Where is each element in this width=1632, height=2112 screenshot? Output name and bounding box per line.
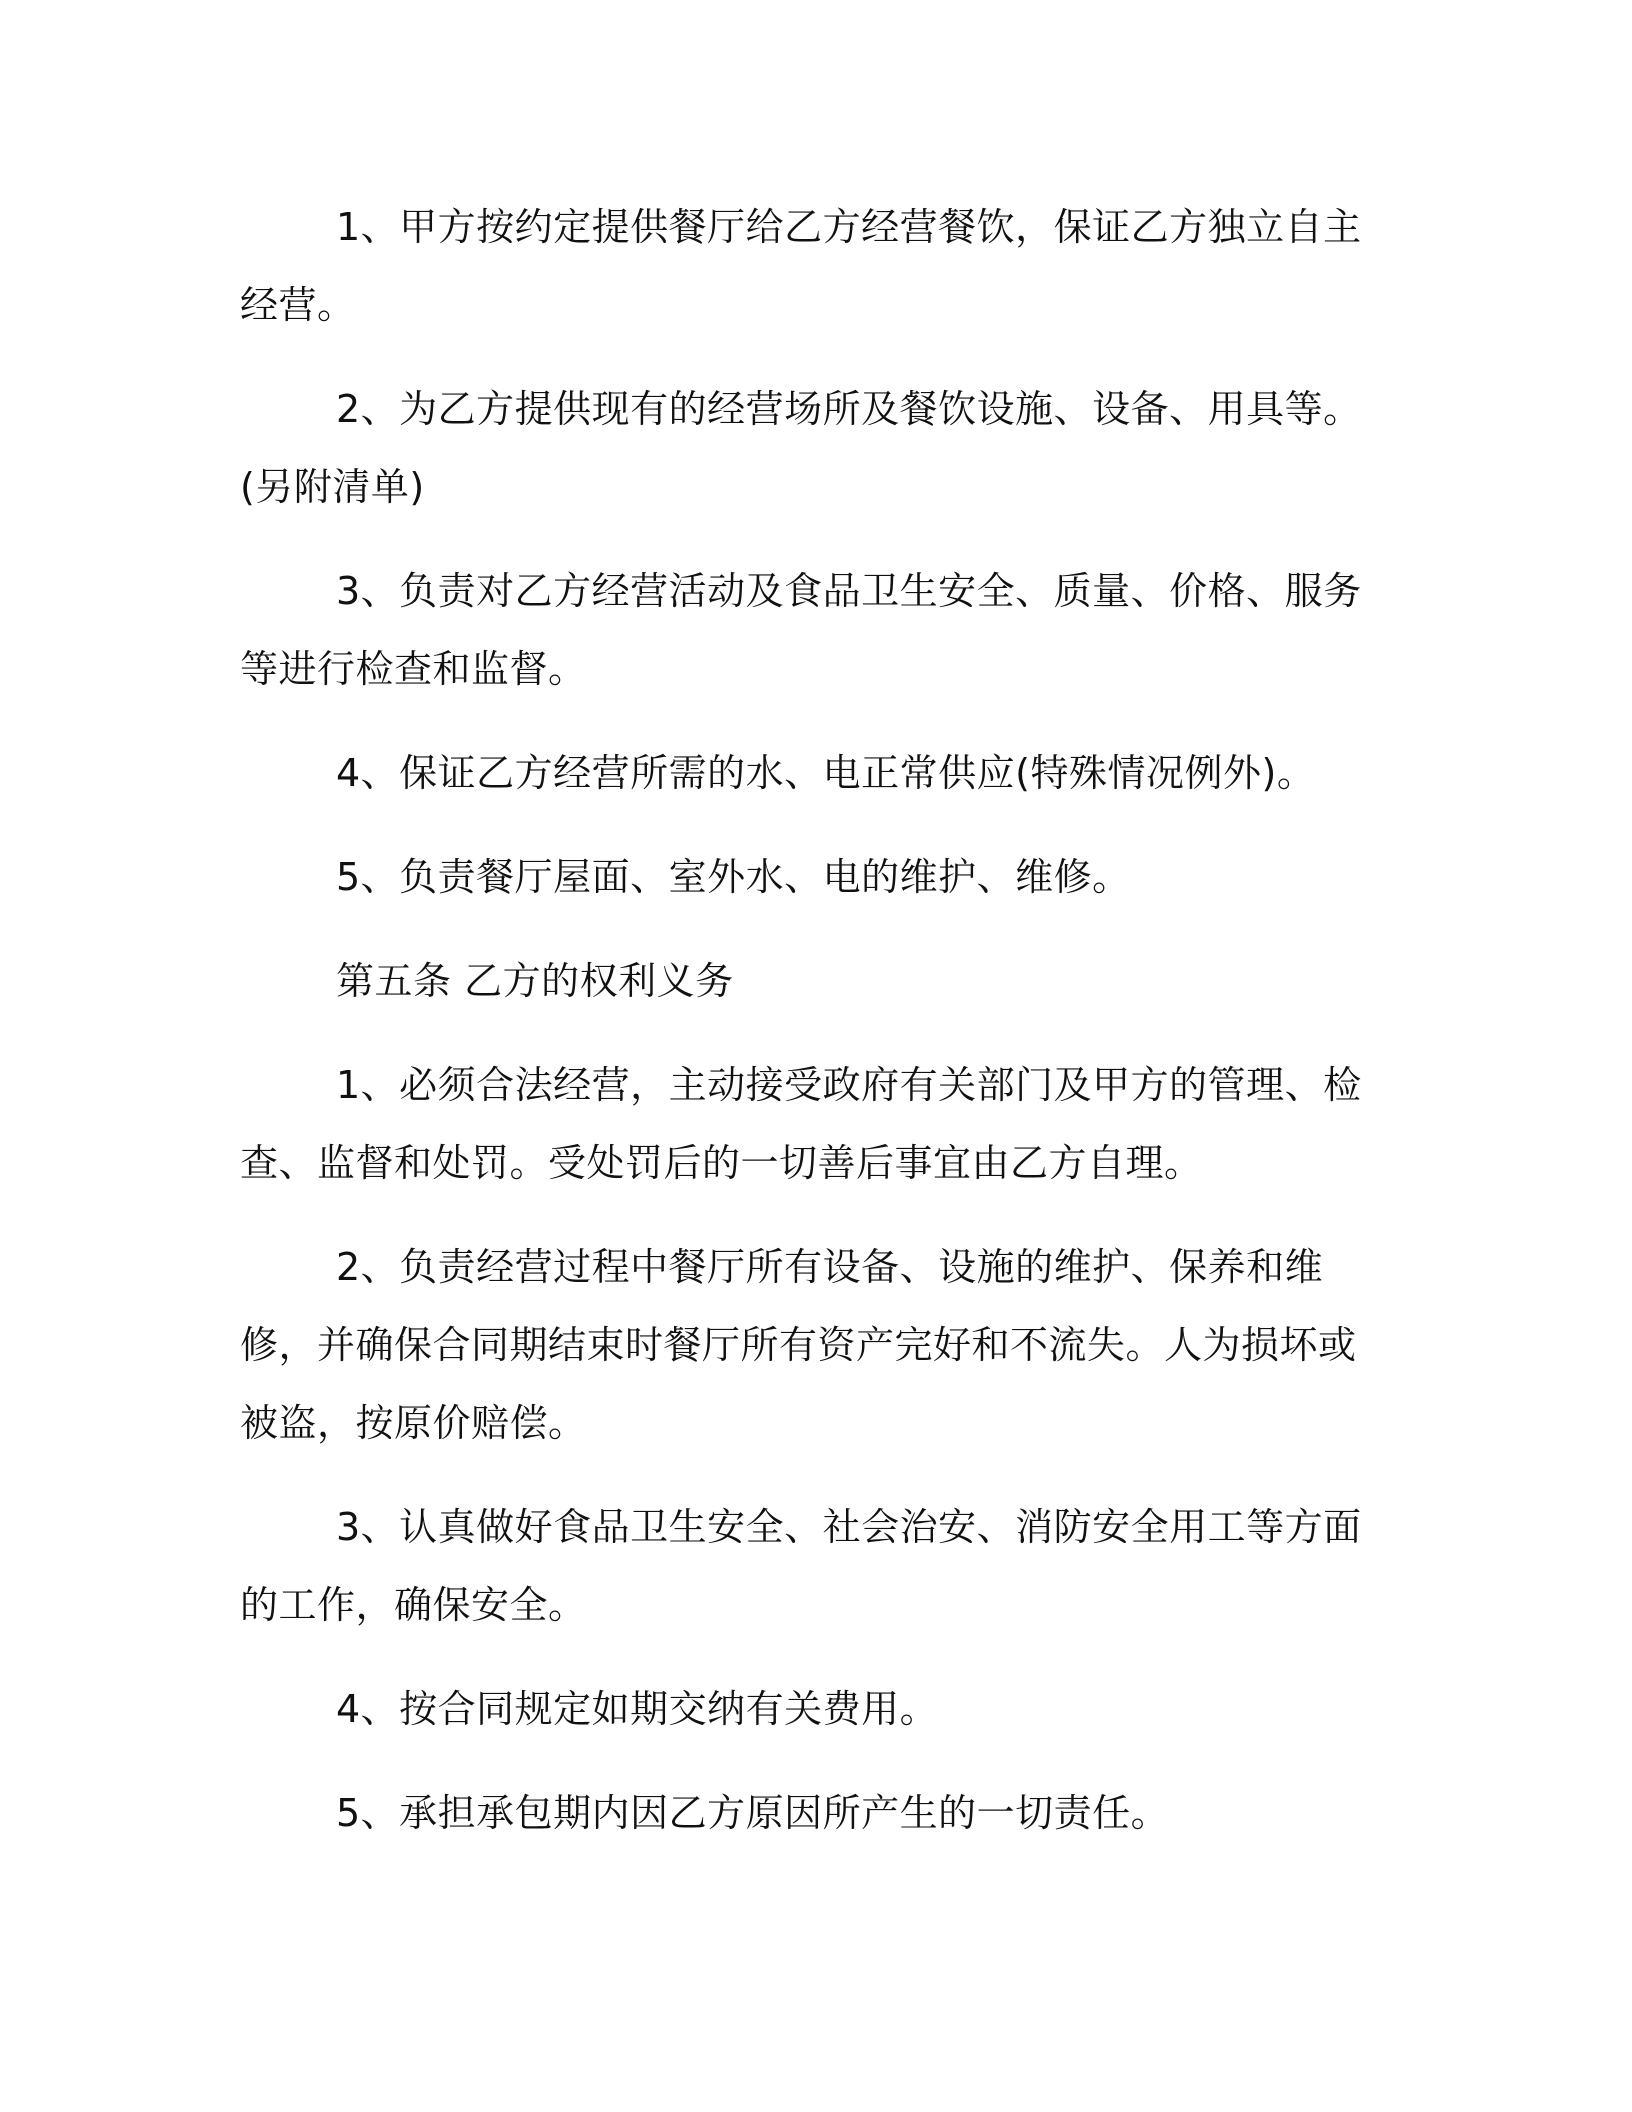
obligation-b-item-3: 3、认真做好食品卫生安全、社会治安、消防安全用工等方面的工作，确保安全。 xyxy=(240,1505,1362,1627)
obligation-b-item-4: 4、按合同规定如期交纳有关费用。 xyxy=(336,1687,939,1731)
obligation-a-item-1: 1、甲方按约定提供餐厅给乙方经营餐饮，保证乙方独立自主经营。 xyxy=(240,205,1362,327)
obligation-a-item-2: 2、为乙方提供现有的经营场所及餐饮设施、设备、用具等。(另附清单) xyxy=(240,387,1362,509)
document-body xyxy=(240,188,1390,1878)
obligation-a-item-4: 4、保证乙方经营所需的水、电正常供应(特殊情况例外)。 xyxy=(336,751,1316,795)
obligation-b-item-5: 5、承担承包期内因乙方原因所产生的一切责任。 xyxy=(336,1791,1170,1835)
obligation-a-item-3: 3、负责对乙方经营活动及食品卫生安全、质量、价格、服务等进行检查和监督。 xyxy=(240,569,1362,691)
obligation-a-item-5: 5、负责餐厅屋面、室外水、电的维护、维修。 xyxy=(336,855,1131,899)
obligation-b-item-2: 2、负责经营过程中餐厅所有设备、设施的维护、保养和维修，并确保合同期结束时餐厅所有资产完好和不流失。人为损坏或被盗，按原价赔偿。 xyxy=(240,1245,1357,1445)
section-heading-article-5: 第五条 乙方的权利义务 xyxy=(336,959,734,1003)
obligation-b-item-1: 1、必须合法经营，主动接受政府有关部门及甲方的管理、检查、监督和处罚。受处罚后的一切善后事宜由乙方自理。 xyxy=(240,1063,1362,1185)
